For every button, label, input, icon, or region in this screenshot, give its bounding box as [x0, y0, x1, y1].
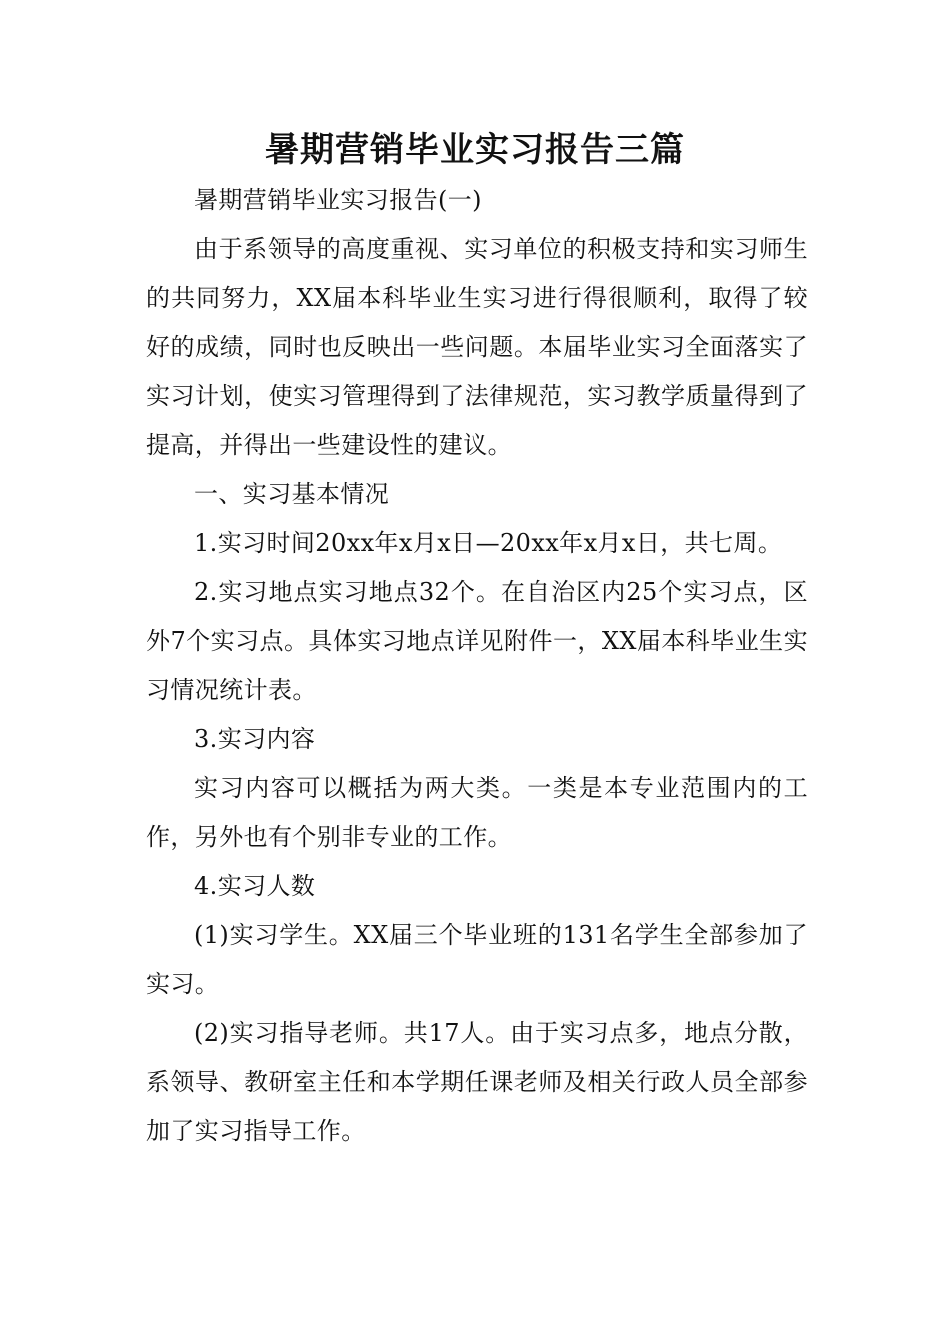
paragraph-students: (1)实习学生。XX届三个毕业班的131名学生全部参加了实习。 [146, 921, 808, 998]
document-body [146, 176, 808, 1156]
document-title: 暑期营销毕业实习报告三篇 [265, 130, 685, 170]
paragraph-teachers: (2)实习指导老师。共17人。由于实习点多，地点分散，系领导、教研室主任和本学期任课老师及相关行政人员全部参加了实习指导工作。 [146, 1019, 808, 1145]
section-heading-report-one: 暑期营销毕业实习报告(一) [194, 186, 482, 214]
paragraph-intro: 由于系领导的高度重视、实习单位的积极支持和实习师生的共同努力，XX届本科毕业生实习进行得很顺利，取得了较好的成绩，同时也反映出一些问题。本届毕业实习全面落实了实习计划，使实习管理得到了法律规范，实习教学质量得到了提高，并得出一些建设性的建议。 [146, 235, 808, 459]
paragraph-internship-time: 1.实习时间20xx年x月x日—20xx年x月x日，共七周。 [194, 529, 783, 557]
paragraph-internship-location: 2.实习地点实习地点32个。在自治区内25个实习点，区外7个实习点。具体实习地点详见附件一，XX届本科毕业生实习情况统计表。 [146, 578, 808, 704]
paragraph-internship-content: 实习内容可以概括为两大类。一类是本专业范围内的工作，另外也有个别非专业的工作。 [146, 774, 808, 851]
section-heading-basic-info: 一、实习基本情况 [194, 480, 390, 508]
subheading-internship-count: 4.实习人数 [194, 872, 316, 900]
subheading-internship-content: 3.实习内容 [194, 725, 316, 753]
